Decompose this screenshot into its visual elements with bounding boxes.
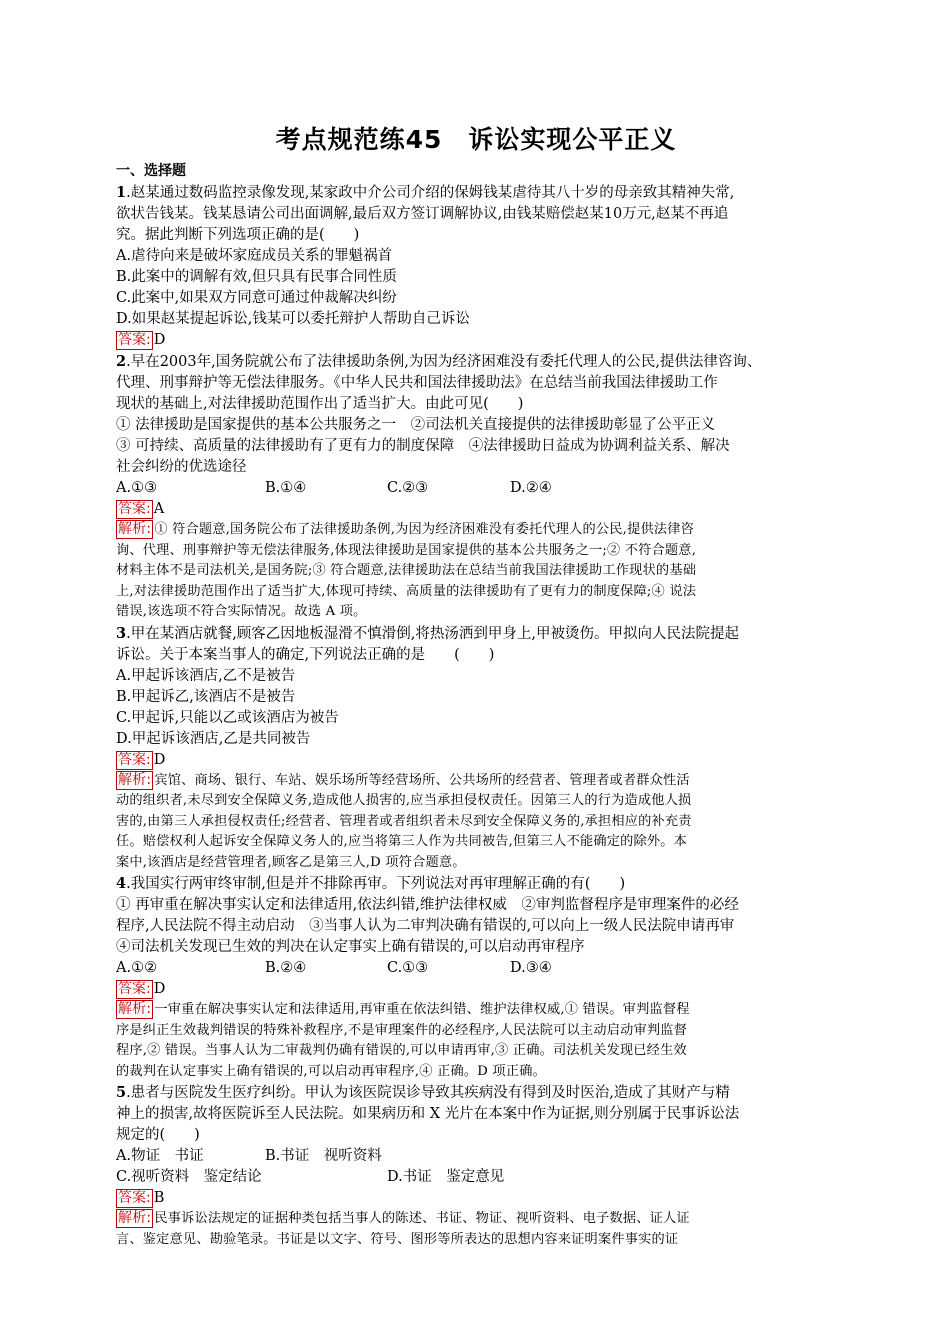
answer-value: D [153, 981, 166, 997]
question-3-option-a: A.甲起诉该酒店,乙不是被告 [116, 667, 296, 684]
question-5-answer [116, 1188, 836, 1209]
question-5-options-row-2 [116, 1167, 836, 1188]
question-3-option-b: B.甲起诉乙,该酒店不是被告 [116, 688, 296, 705]
answer-label: 答案: [118, 751, 151, 768]
question-5-number: 5 [116, 1084, 127, 1101]
question-4-analysis-line-1: 解析: 一审重在解决事实认定和法律适用,再审重在依法纠错、维护法律权威,① 错误。审判监督程 [118, 1001, 690, 1017]
question-5-options-row-1 [116, 1146, 836, 1167]
question-4 [116, 873, 836, 1082]
question-1-stem-line-2: 欲状告钱某。钱某恳请公司出面调解,最后双方签订调解协议,由钱某赔偿赵某10万元,赵某不再追 [116, 206, 729, 222]
question-4-analysis-line-4: 的裁判在认定事实上确有错误的,可以启动再审程序,④ 正确。D 项正确。 [116, 1063, 546, 1079]
question-5-option-a: A.物证 书证 [116, 1148, 204, 1164]
question-4-stem-line-2: ① 再审重在解决事实认定和法律适用,依法纠错,维护法律权威 ②审判监督程序是审理案件的必经 [116, 897, 739, 913]
question-3-answer [116, 750, 836, 771]
answer-label: 答案: [118, 332, 151, 348]
question-3 [116, 623, 836, 874]
question-4-option-a: A.①② [116, 960, 158, 976]
question-2-stem-line-2: 代理、刑事辩护等无偿法律服务。《中华人民共和国法律援助法》在总结当前我国法律援助工作 [116, 375, 718, 391]
answer-value: D [153, 332, 166, 348]
analysis-label: 解析: [118, 1210, 152, 1226]
question-2-option-a: A.①③ [116, 480, 158, 496]
question-1-option-b: B.此案中的调解有效,但只具有民事合同性质 [116, 269, 397, 285]
question-2-option-b: B.①④ [265, 480, 307, 496]
question-2-stem-line-4: ① 法律援助是国家提供的基本公共服务之一 ②司法机关直接提供的法律援助彰显了公平正义 [116, 417, 716, 433]
question-2-option-c: C.②③ [387, 480, 429, 496]
question-4-option-b: B.②④ [265, 960, 307, 976]
question-3-analysis-line-2: 动的组织者,未尽到安全保障义务,造成他人损害的,应当承担侵权责任。因第三人的行为造成他人损 [116, 793, 692, 808]
question-2-stem-line-5: ③ 可持续、高质量的法律援助有了更有力的制度保障 ④法律援助日益成为协调利益关系、解决 [116, 438, 730, 454]
question-5 [116, 1082, 836, 1250]
question-3-stem-line-2: 诉讼。关于本案当事人的确定,下列说法正确的是 ( ) [116, 646, 495, 663]
question-1-option-d: D.如果赵某提起诉讼,钱某可以委托辩护人帮助自己诉讼 [116, 311, 470, 327]
question-1 [116, 182, 836, 351]
question-1-number: 1 [116, 184, 127, 201]
question-3-option-c: C.甲起诉,只能以乙或该酒店为被告 [116, 709, 339, 726]
question-3-analysis-line-5: 案中,该酒店是经营管理者,顾客乙是第三人,D 项符合题意。 [116, 854, 466, 870]
answer-value: D [153, 751, 166, 768]
question-4-option-c: C.①③ [387, 960, 429, 976]
question-4-option-d: D.③④ [510, 960, 552, 976]
question-2-analysis-line-4: 上,对法律援助范围作出了适当扩大,体现可持续、高质量的法律援助有了更有力的制度保障;④ 说法 [116, 583, 697, 599]
question-3-stem-line-1: 3.甲在某酒店就餐,顾客乙因地板湿滑不慎滑倒,将热汤洒到甲身上,甲被烫伤。甲拟向人民法院提起 [116, 624, 740, 642]
question-3-analysis-line-4: 任。赔偿权利人起诉安全保障义务人的,应当将第三人作为共同被告,但第三人不能确定的除外。本 [116, 834, 688, 849]
question-1-stem-line-1: 1.赵某通过数码监控录像发现,某家政中介公司介绍的保姆钱某虐待其八十岁的母亲致其精神失常, [116, 184, 735, 201]
question-2-option-d: D.②④ [510, 480, 552, 496]
question-1-option-a: A.虐待向来是破坏家庭成员关系的罪魁祸首 [116, 248, 393, 264]
question-5-analysis-line-2: 言、鉴定意见、勘验笔录。书证是以文字、符号、图形等所表达的思想内容来证明案件事实的证 [116, 1231, 679, 1247]
analysis-label: 解析: [118, 521, 152, 537]
question-3-analysis-line-1: 解析: 宾馆、商场、银行、车站、娱乐场所等经营场所、公共场所的经营者、管理者或者群众性活 [118, 771, 690, 788]
answer-label: 答案: [118, 981, 151, 997]
question-2-analysis-line-2: 询、代理、刑事辩护等无偿法律服务,体现法律援助是国家提供的基本公共服务之一;② 不符合题意, [116, 542, 697, 558]
question-2-stem-line-3: 现状的基础上,对法律援助范围作出了适当扩大。由此可见( ) [116, 396, 524, 412]
question-1-answer [116, 330, 836, 351]
question-5-option-d: D.书证 鉴定意见 [387, 1169, 505, 1185]
question-4-answer [116, 979, 836, 1000]
question-2 [116, 351, 836, 623]
question-2-stem-line-1: 2.早在2003年,国务院就公布了法律援助条例,为因为经济困难没有委托代理人的公民,提供法律咨询、 [116, 353, 762, 370]
answer-value: B [153, 1190, 165, 1206]
section-heading: 一、选择题 [116, 163, 186, 179]
question-4-options [116, 958, 836, 979]
analysis-label: 解析: [118, 1001, 152, 1017]
question-2-stem-line-6: 社会纠纷的优选途径 [116, 459, 247, 475]
question-2-answer [116, 499, 836, 520]
question-5-stem-line-2: 神上的损害,故将医院诉至人民法院。如果病历和 X 光片在本案中作为证据,则分别属于民事诉讼法 [116, 1106, 740, 1122]
question-5-analysis-line-1: 解析: 民事诉讼法规定的证据种类包括当事人的陈述、书证、物证、视听资料、电子数据、证人证 [118, 1210, 690, 1226]
question-3-option-d: D.甲起诉该酒店,乙是共同被告 [116, 730, 311, 747]
question-3-number: 3 [116, 624, 127, 642]
question-1-option-c: C.此案中,如果双方同意可通过仲裁解决纠纷 [116, 290, 397, 306]
question-4-number: 4 [116, 875, 127, 892]
answer-label: 答案: [118, 1190, 151, 1206]
question-5-stem-line-1: 5.患者与医院发生医疗纠纷。甲认为该医院误诊导致其疾病没有得到及时医治,造成了其财产与精 [116, 1084, 730, 1101]
question-1-stem-line-3: 究。据此判断下列选项正确的是( ) [116, 227, 360, 243]
answer-label: 答案: [118, 501, 151, 517]
question-2-analysis-line-5: 错误,该选项不符合实际情况。故选 A 项。 [116, 604, 367, 619]
question-2-analysis-line-1: 解析: ① 符合题意,国务院公布了法律援助条例,为因为经济困难没有委托代理人的公民,提供法律咨 [118, 521, 695, 537]
answer-value: A [153, 501, 165, 517]
question-5-stem-line-3: 规定的( ) [116, 1127, 200, 1143]
question-4-stem-line-4: ④司法机关发现已生效的判决在认定事实上确有错误的,可以启动再审程序 [116, 939, 585, 955]
question-5-option-c: C.视听资料 鉴定结论 [116, 1169, 262, 1185]
analysis-label: 解析: [118, 771, 152, 788]
question-2-analysis-line-3: 材料主体不是司法机关,是国务院;③ 符合题意,法律援助法在总结当前我国法律援助工作现状的基础 [116, 563, 697, 578]
question-5-option-b: B.书证 视听资料 [265, 1148, 382, 1164]
question-3-analysis-line-3: 害的,由第三人承担侵权责任;经营者、管理者或者组织者未尽到安全保障义务的,承担相应的补充责 [116, 813, 692, 829]
question-4-stem-line-3: 程序,人民法院不得主动启动 ③当事人认为二审判决确有错误的,可以向上一级人民法院申请再审 [116, 918, 735, 934]
document-body [116, 120, 836, 1250]
question-2-number: 2 [116, 353, 127, 370]
question-4-analysis-line-3: 程序,② 错误。当事人认为二审裁判仍确有错误的,可以申请再审,③ 正确。司法机关发现已经生效 [116, 1043, 687, 1058]
question-2-options [116, 478, 836, 499]
question-4-stem-line-1: 4.我国实行两审终审制,但是并不排除再审。下列说法对再审理解正确的有( ) [116, 875, 626, 892]
question-4-analysis-line-2: 序是纠正生效裁判错误的特殊补救程序,不是审理案件的必经程序,人民法院可以主动启动审判监督 [116, 1022, 688, 1038]
page-title: 考点规范练45 诉讼实现公平正义 [275, 125, 677, 154]
